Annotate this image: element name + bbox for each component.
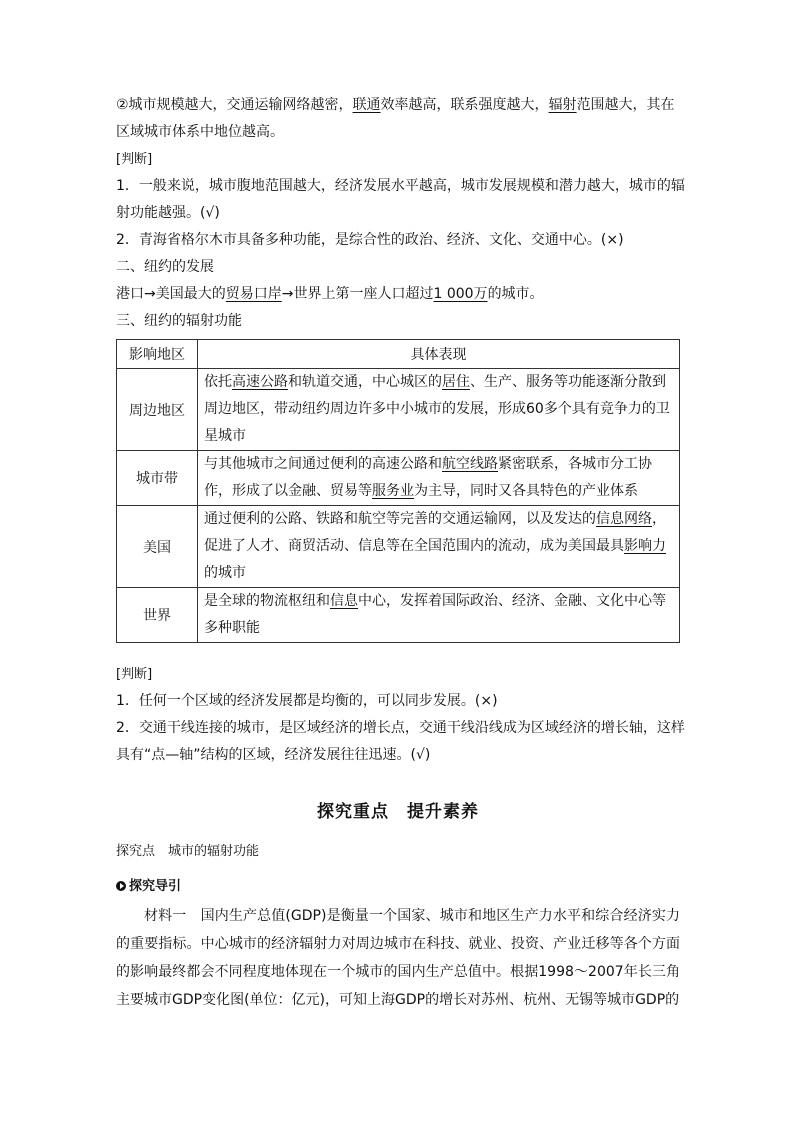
underlined-term: 辐射 — [548, 97, 577, 113]
explore-point: 探究点 城市的辐射功能 — [116, 844, 260, 859]
judge-question-1-line-2: 射功能越强。(√) — [116, 205, 220, 221]
intro-text: ②城市规模越大，交通运输网络越密， — [116, 97, 353, 113]
judge-question-2-line-2: 具有“点—轴”结构的区域，经济发展往往迅速。(√) — [116, 747, 431, 763]
guide-heading — [116, 875, 680, 894]
header-region: 影响地区 — [117, 340, 198, 369]
detail-cell: 是全球的物流枢纽和信息中心，发挥着国际政治、经济、金融、文化中心等多种职能 — [198, 588, 680, 643]
chain-text: 港口→美国最大的 — [116, 286, 226, 302]
underlined-term: 影响力 — [624, 538, 666, 554]
judge-question-2: 2．青海省格尔木市具备多种功能，是综合性的政治、经济、文化、交通中心。(×) — [116, 232, 624, 248]
chain-text: 的城市。 — [487, 286, 544, 302]
material-paragraph: 材料一 国内生产总值(GDP)是衡量一个国家、城市和地区生产力水平和综合经济实力的重要指标。中心城市的经济辐射力对周边城市在科技、就业、投资、产业迁移等各个方面的影响最终都会不同程度地体现在一个城市的国内生产总值中。根据1998～2007年长三角主要城市GDP变化图(单位：亿元)，可知上海GDP的增长对苏州、杭州、无锡等城市GDP的 — [116, 908, 680, 1008]
table-row — [117, 451, 680, 506]
detail-cell: 依托高速公路和轨道交通，中心城区的居住、生产、服务等功能逐渐分散到周边地区，带动纽约周边许多中小城市的发展，形成60多个具有竞争力的卫星城市 — [198, 369, 680, 451]
judge-label: [判断] — [116, 152, 153, 167]
section-heading-new-york-development: 二、纽约的发展 — [116, 259, 214, 275]
underlined-term: 高速公路 — [232, 374, 288, 390]
table-header-row — [117, 340, 680, 369]
table-row — [117, 588, 680, 643]
detail-cell: 通过便利的公路、铁路和航空等完善的交通运输网，以及发达的信息网络，促进了人才、商贸活动、信息等在全国范围内的流动，成为美国最具影响力的城市 — [198, 506, 680, 588]
intro-line-1 — [116, 92, 680, 119]
intro-text: 效率越高，联系强度越大， — [380, 97, 549, 113]
chain-text: →世界上第一座人口超过 — [281, 286, 434, 302]
section-title: 探究重点 提升素养 — [317, 802, 479, 822]
region-cell: 美国 — [117, 506, 198, 588]
underlined-term: 航空线路 — [442, 456, 498, 472]
underlined-term: 信息网络 — [596, 511, 652, 527]
section-heading-radiation-function: 三、纽约的辐射功能 — [116, 313, 242, 329]
underlined-term: 联通 — [352, 97, 381, 113]
region-cell: 城市带 — [117, 451, 198, 506]
intro-line-2: 区域城市体系中地位越高。 — [116, 124, 284, 140]
detail-cell: 与其他城市之间通过便利的高速公路和航空线路紧密联系，各城市分工协作，形成了以金融、贸易等服务业为主导，同时又各具特色的产业体系 — [198, 451, 680, 506]
table-row — [117, 506, 680, 588]
development-chain — [116, 281, 680, 308]
table-row — [117, 369, 680, 451]
judge-label: [判断] — [116, 667, 153, 682]
region-cell: 周边地区 — [117, 369, 198, 451]
underlined-term: 服务业 — [372, 483, 414, 499]
judge-question-1-line-1: 1．一般来说，城市腹地范围越大，经济发展水平越高，城市发展规模和潜力越大，城市的辐 — [116, 178, 685, 194]
radiation-table — [116, 339, 680, 643]
guide-label: 探究导引 — [129, 879, 182, 894]
play-circle-icon — [116, 881, 126, 891]
region-cell: 世界 — [117, 588, 198, 643]
header-detail: 具体表现 — [198, 340, 680, 369]
intro-text: 范围越大，其在 — [576, 97, 675, 113]
judge-question-2-line-1: 2．交通干线连接的城市，是区域经济的增长点，交通干线沿线成为区域经济的增长轴，这样 — [116, 720, 685, 736]
underlined-term: 贸易口岸 — [225, 286, 282, 302]
document-page — [116, 92, 685, 1014]
underlined-term: 1 000万 — [433, 286, 488, 302]
underlined-term: 居住 — [442, 374, 470, 390]
judge-question-1: 1．任何一个区域的经济发展都是均衡的，可以同步发展。(×) — [116, 693, 498, 709]
underlined-term: 信息 — [330, 593, 358, 609]
